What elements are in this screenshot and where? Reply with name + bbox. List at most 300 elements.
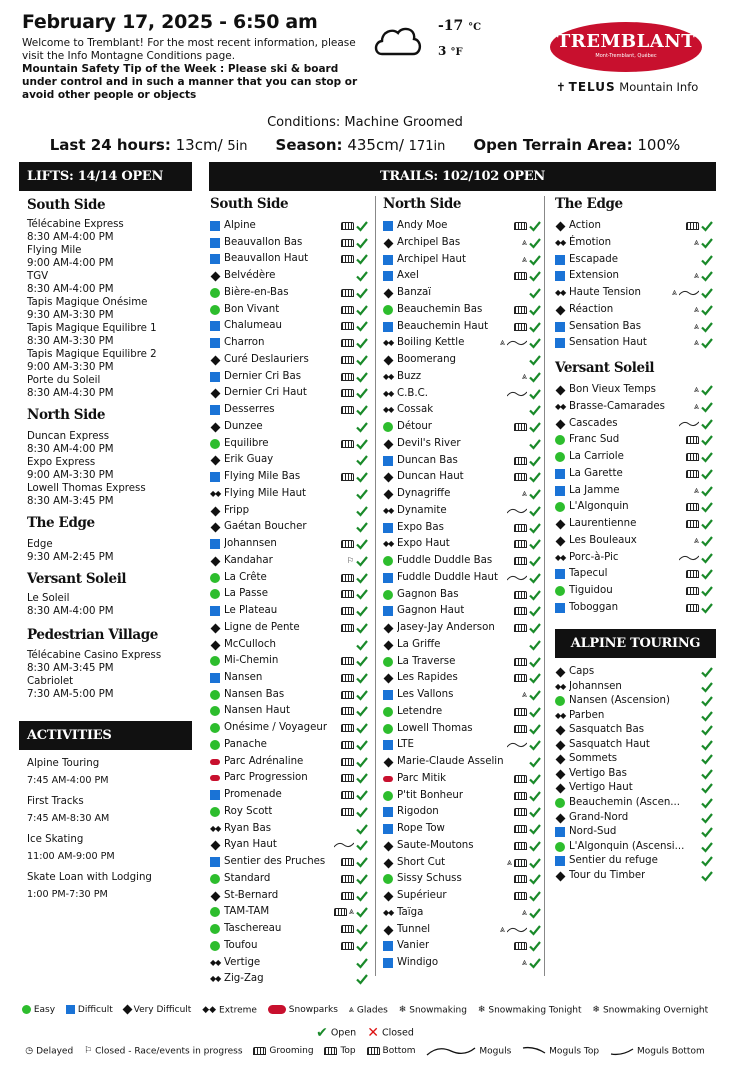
open-check-icon [529,438,541,450]
trail-status-icons [356,503,368,519]
easy-icon [210,305,220,315]
difficult-icon [555,486,565,496]
lift-hours: 8:30 AM-3:30 PM [27,335,114,347]
grooming-icon [341,222,354,230]
open-check-icon [701,287,713,299]
trail-status-icons [341,402,368,418]
trail-status-icons [507,386,541,402]
activity-hours: 1:00 PM-7:30 PM [27,889,108,900]
trail-name: La Garette [569,467,623,479]
trail-name: Laurentienne [569,518,637,529]
trail-status-icons [514,804,541,820]
trail-item [210,821,368,837]
trail-item [383,453,541,469]
legend-row-1: Easy Difficult Very Difficult ◆◆ Extreme Snowparks ⩓ Glades ❄ Snowmaking ❄ Snowmaking Tonight ❄ Snowmaking Overnight [0,1005,730,1016]
trail-item [210,854,368,870]
trail-status-icons [341,871,368,887]
trail-name: Fuddle Duddle Haut [397,571,498,583]
grooming-icon [341,741,354,749]
grooming-icon [686,470,699,478]
glades-icon: ⩓ [499,924,505,935]
lift-item [27,297,192,322]
trail-name: Gagnon Haut [397,605,465,617]
trail-name: Sentier des Pruches [224,856,326,868]
open-check-icon [356,890,368,902]
open-check-icon [356,237,368,249]
grooming-icon [341,339,354,347]
trail-status-icons [514,704,541,720]
lift-item [27,539,192,564]
open-check-icon [701,855,713,867]
very-difficult-icon [384,640,394,650]
glades-icon: ⩓ [521,907,527,918]
open-check-icon [701,724,713,736]
trail-name: Sensation Bas [569,320,642,332]
trail-item [210,737,368,753]
easy-icon [555,452,565,462]
trail-name: Vertige [224,956,261,968]
extreme-icon: ◆◆ [383,338,394,348]
trail-name: Tour du Timber [569,869,646,881]
very-difficult-icon [556,740,566,750]
trail-name: Fripp [224,504,250,516]
trail-name: Réaction [569,303,614,315]
trail-item [383,922,541,938]
very-difficult-icon [211,556,221,566]
trail-name: Banzaï [397,287,432,298]
open-check-icon [529,555,541,567]
trail-name: Taschereau [224,923,282,935]
trail-item [383,252,541,268]
trail-item [383,503,541,519]
trail-item [210,268,368,284]
lift-hours: 9:00 AM-4:00 PM [27,257,114,269]
snowpark-icon [383,776,393,782]
very-difficult-icon [556,726,566,736]
easy-icon [210,924,220,934]
trail-status-icons [514,319,541,335]
moguls-icon [334,841,354,849]
trail-item [555,516,713,532]
extreme-icon: ◆◆ [555,552,566,562]
trail-status-icons [341,285,368,301]
trail-status-icons [347,553,368,569]
trail-name: Boiling Kettle [397,337,465,349]
difficult-icon [210,372,220,382]
glades-icon: ⩓ [348,907,354,918]
trail-item [383,955,541,971]
trail-name: Escapade [569,253,619,265]
trail-name: Gagnon Bas [397,588,459,600]
open-check-icon [356,789,368,801]
open-check-icon [356,521,368,533]
trail-item [383,603,541,619]
trail-name: Dernier Cri Bas [224,370,302,382]
open-check-icon [529,957,541,969]
trail-status-icons [341,938,368,954]
trail-item [555,499,713,515]
grooming-icon [341,892,354,900]
lift-item [27,271,192,296]
trail-status-icons [341,469,368,485]
trail-status-icons [341,921,368,937]
trail-item [383,469,541,485]
open-check-icon [356,371,368,383]
open-check-icon [529,605,541,617]
lift-hours: 9:00 AM-3:30 PM [27,361,114,373]
trail-item [210,452,368,468]
grooming-icon [514,306,527,314]
grooming-icon [514,423,527,431]
trail-name: Dynamite [397,504,447,516]
temperature-fahrenheit: 3 °F [438,44,463,58]
snowmaking-icon: ❄ [398,1005,407,1015]
moguls-top-icon [522,1045,546,1057]
difficult-icon [383,255,393,265]
trail-name: Porc-à-Pic [569,551,619,563]
trail-item [383,670,541,686]
very-difficult-icon [556,222,566,232]
trail-section-title: South Side [210,196,289,212]
open-check-icon [356,823,368,835]
very-difficult-icon [384,892,394,902]
grooming-icon [341,473,354,481]
trail-status-icons [694,302,713,318]
trail-name: Saute-Moutons [397,839,474,851]
open-check-icon [701,321,713,333]
trail-status-icons [341,385,368,401]
trail-item [555,583,713,599]
open-check-icon [356,354,368,366]
trail-name: Jasey-Jay Anderson [397,622,495,633]
open-check-icon [356,337,368,349]
trail-name: Beauvallon Haut [224,253,309,265]
moguls-icon [679,289,699,297]
trail-section-title: Versant Soleil [555,360,655,376]
trail-name: Mi-Chemin [224,655,279,667]
trail-item [210,653,368,669]
open-check-icon [529,790,541,802]
open-check-icon [529,354,541,366]
open-check-icon [701,237,713,249]
extreme-icon: ◆◆ [210,823,221,833]
trail-name: Boomerang [397,354,457,365]
trail-name: La Jamme [569,484,620,496]
open-check-icon [356,555,368,567]
trail-name: Gaétan Boucher [224,521,307,533]
moguls-icon [507,339,527,347]
lift-item [27,483,192,508]
grooming-icon [341,607,354,615]
trail-item [210,603,368,619]
grooming-icon [514,473,527,481]
trail-item [210,770,368,786]
difficult-icon [383,740,393,750]
easy-icon [210,288,220,298]
open-check-icon [529,857,541,869]
trail-item [383,938,541,954]
very-difficult-icon [556,386,566,396]
glades-icon: ⩓ [506,857,512,868]
trail-name: Rope Tow [397,823,445,834]
difficult-icon [383,523,393,533]
open-check-icon [529,773,541,785]
glades-icon: ⩓ [693,485,699,496]
trail-item [210,888,368,904]
trail-status-icons [341,787,368,803]
glades-icon: ⩓ [693,385,699,395]
snowpark-icon [268,1005,286,1014]
open-check-icon [529,756,541,768]
grooming-icon [253,1047,266,1055]
trail-status-icons [356,519,368,535]
alpine-touring-banner: ALPINE TOURING [555,629,716,658]
trail-name: Vertigo Bas [569,767,627,779]
trail-status-icons [356,419,368,435]
difficult-icon [555,603,565,613]
open-check-icon [701,585,713,597]
grooming-icon [341,674,354,682]
trail-name: Parc Mitik [397,772,447,784]
telus-mountain-info: ✝ TELUS Mountain Info [556,80,699,94]
lift-section-title: Pedestrian Village [27,627,158,643]
open-check-icon [701,418,713,430]
open-check-icon [529,622,541,634]
lift-section-title: Versant Soleil [27,571,127,587]
trail-status-icons [341,620,368,636]
trail-item [383,888,541,904]
open-check-icon [701,602,713,614]
easy-icon [210,740,220,750]
trail-name: Sentier du refuge [569,855,658,867]
lift-item [27,349,192,374]
trail-name: Supérieur [397,890,447,901]
trail-status-icons [341,436,368,452]
trail-item [555,285,713,301]
glades-icon: ⩓ [693,535,699,546]
trail-status-icons [507,737,541,753]
trail-status-icons [341,888,368,904]
trail-item [383,402,541,418]
trail-item [555,600,713,616]
trail-name: Curé Deslauriers [224,353,309,365]
open-check-icon [356,856,368,868]
trail-name: Les Rapides [397,672,458,684]
lift-name: Télécabine Express [27,219,124,230]
very-difficult-icon [556,784,566,794]
extreme-icon: ◆◆ [383,907,394,917]
open-check-icon [356,739,368,751]
legend-row-3: ◷ Delayed ⚐ Closed - Race/events in progress Grooming Top Bottom Moguls Moguls Top Moguls Bottom [25,1045,705,1057]
trail-status-icons [341,352,368,368]
grooming-icon [686,587,699,595]
trail-item [210,352,368,368]
trail-name: Devil's River [397,437,461,449]
difficult-icon [383,573,393,583]
trail-item [383,570,541,586]
trail-name: Bon Vieux Temps [569,384,656,395]
lift-section-title: South Side [27,197,106,213]
trail-name: Desserres [224,404,275,416]
trail-status-icons [341,770,368,786]
extreme-icon: ◆◆ [555,681,566,691]
trail-status-icons [522,955,541,971]
open-check-icon [529,254,541,266]
trail-item [383,721,541,737]
grooming-icon [514,524,527,532]
very-difficult-icon [211,506,221,516]
open-check-icon [701,782,713,794]
trail-name: Franc Sud [569,434,620,446]
open-check-icon [529,488,541,500]
activity-item [27,834,192,862]
difficult-icon [210,790,220,800]
open-check-icon [529,656,541,668]
trail-status-icons [514,771,541,787]
trail-status-icons [514,888,541,904]
open-check-icon [701,768,713,780]
grooming-icon [514,725,527,733]
open-check-icon [701,254,713,266]
lift-hours: 8:30 AM-4:00 PM [27,605,114,617]
snowpark-icon [210,775,220,781]
trail-name: Sasquatch Bas [569,724,645,736]
open-check-icon [356,471,368,483]
grooming-icon [686,453,699,461]
trail-item [383,302,541,318]
open-check-icon [529,270,541,282]
trail-item [210,503,368,519]
easy-icon [383,422,393,432]
trail-name: Dynagriffe [397,488,451,499]
trail-name: Haute Tension [569,287,641,298]
trail-status-icons [356,486,368,502]
glades-icon: ⩓ [693,304,699,315]
trail-item [210,904,368,920]
trail-name: Fuddle Duddle Bas [397,555,493,566]
grooming-icon [514,875,527,883]
lift-name: Edge [27,539,53,550]
trail-item [555,382,713,398]
difficult-icon [555,322,565,332]
easy-icon [210,874,220,884]
activity-name: Skate Loan with Lodging [27,872,152,883]
trail-name: Nansen [224,671,263,683]
column-divider [544,196,545,976]
trails-banner: TRAILS: 102/102 OPEN [209,162,716,191]
easy-icon [210,907,220,917]
lift-hours: 8:30 AM-4:00 PM [27,443,114,455]
open-check-icon [529,689,541,701]
trail-name: Taïga [397,906,424,918]
trail-item [210,218,368,234]
grooming-icon [341,925,354,933]
difficult-icon [383,958,393,968]
trail-name: Duncan Bas [397,454,458,466]
trail-status-icons [514,654,541,670]
grooming-icon [341,724,354,732]
grooming-icon [341,858,354,866]
trail-item [383,369,541,385]
trail-item [210,804,368,820]
open-check-icon [356,940,368,952]
trail-name: La Traverse [397,655,456,667]
trail-status-icons [701,252,713,268]
temperature-celsius: -17 °C [438,18,482,34]
trail-item [555,252,713,268]
trail-item [383,587,541,603]
open-check-icon [701,812,713,824]
trail-name: Le Plateau [224,605,278,617]
very-difficult-icon [384,439,394,449]
race-flag-icon: ⚐ [346,555,354,565]
very-difficult-icon [211,523,221,533]
open-check-icon [356,287,368,299]
open-check-icon [701,710,713,722]
trail-item [210,687,368,703]
lift-item [27,457,192,482]
easy-icon [555,586,565,596]
open-check-icon [529,873,541,885]
grooming-icon [686,222,699,230]
glades-icon: ⩓ [521,237,527,248]
extreme-icon: ◆◆ [383,539,394,549]
trail-name: C.B.C. [397,387,428,399]
extreme-icon: ◆◆ [555,288,566,297]
trail-name: Nansen Haut [224,705,290,717]
trail-name: Vertigo Haut [569,782,633,794]
open-check-icon [529,639,541,651]
trail-status-icons [341,318,368,334]
open-check-icon [529,321,541,333]
trail-name: Archipel Bas [397,236,461,248]
trail-status-icons [341,670,368,686]
open-check-icon [529,388,541,400]
trail-item [383,687,541,703]
extreme-icon: ◆◆ [555,710,566,720]
trail-item [555,218,713,234]
open-check-icon [356,873,368,885]
trail-item [555,868,713,884]
open-check-icon [356,655,368,667]
open-check-icon [356,906,368,918]
trail-item [210,469,368,485]
difficult-icon [383,271,393,281]
open-check-icon [701,518,713,530]
very-difficult-icon [556,305,566,315]
lift-name: Le Soleil [27,593,70,604]
grooming-icon [341,406,354,414]
lift-name: Flying Mile [27,245,82,256]
very-difficult-icon [384,473,394,483]
trail-item [383,737,541,753]
trail-item [210,670,368,686]
trail-name: Extension [569,270,620,282]
grooming-icon [341,356,354,364]
easy-icon [210,439,220,449]
lifts-banner: LIFTS: 14/14 OPEN [19,162,192,191]
moguls-icon [507,574,527,582]
trail-item [210,703,368,719]
open-check-icon [701,304,713,316]
grooming-icon [514,607,527,615]
trail-item [210,235,368,251]
open-check-icon [701,826,713,838]
trail-status-icons [341,570,368,586]
lift-name: Expo Express [27,457,96,468]
difficult-icon [66,1005,75,1014]
trail-item [383,319,541,335]
